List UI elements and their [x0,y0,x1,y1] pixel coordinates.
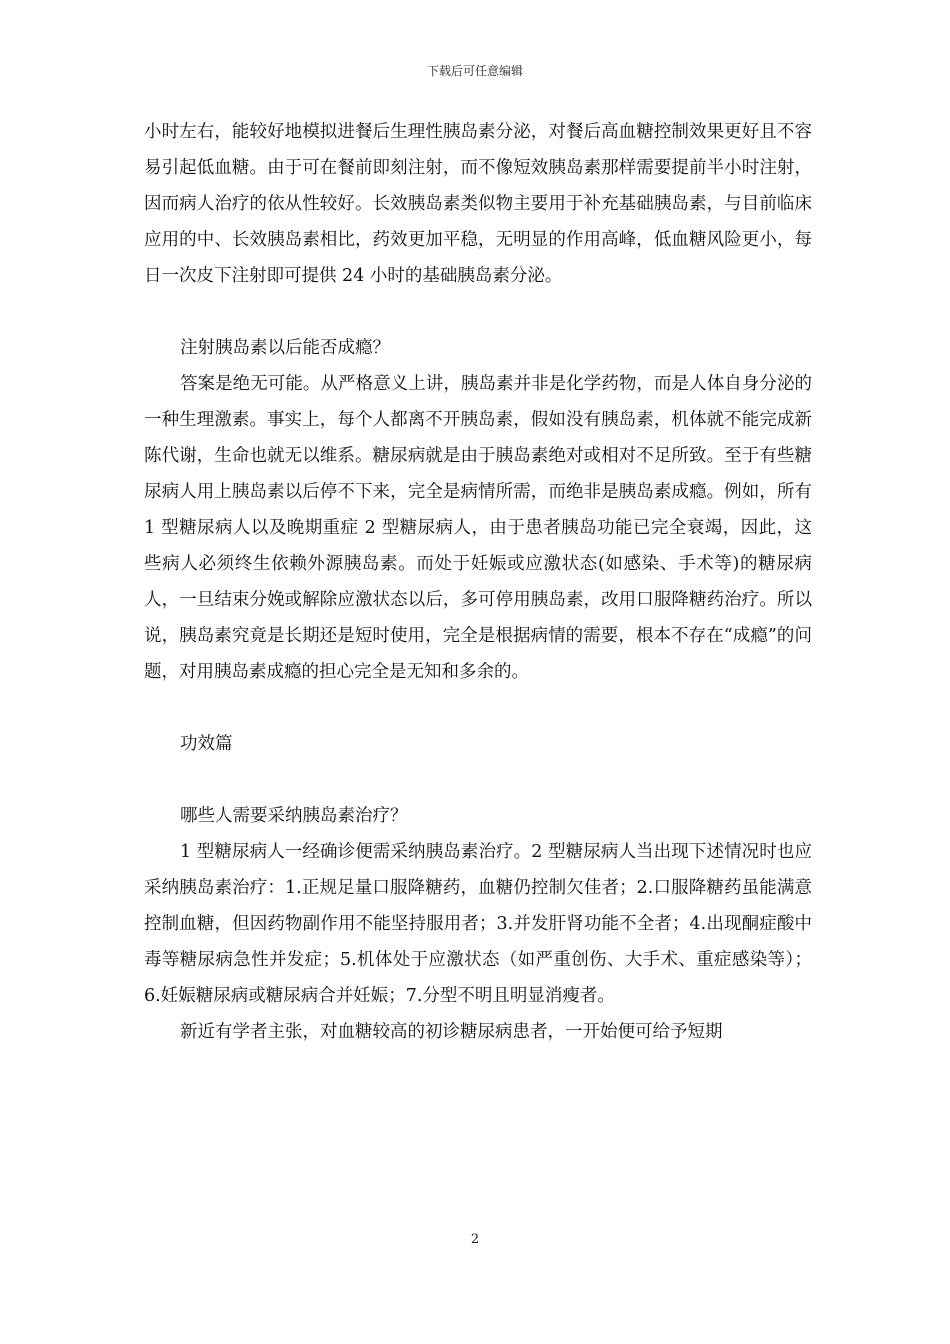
page-number: 2 [470,1232,480,1247]
section-heading-efficacy: 功效篇 [180,734,233,754]
page-header: 下载后可任意编辑 [426,64,523,78]
paragraph-addiction-answer: 答案是绝无可能。从严格意义上讲，胰岛素并非是化学药物，而是人体自身分泌的一种生理激素。事实上，每个人都离不开胰岛素，假如没有胰岛素，机体就不能完成新陈代谢，生命也就无以维系。糖尿病就是由于胰岛素绝对或相对不足所致。至于有些糖尿病人用上胰岛素以后停不下来，完全是病情所需，而绝非是胰岛素成瘾。例如，所有 1 型糖尿病人以及晚期重症 2 型糖尿病人，由于患者胰岛功能已完全衰竭，因此，这些病人必须终生依赖外源胰岛素。而处于妊娠或应激状态(如感染、手术等)的糖尿病人，一旦结束分娩或解除应激状态以后，多可停用胰岛素，改用口服降糖药治疗。所以说，胰岛素究竟是长期还是短时使用，完全是根据病情的需要，根本不存在“成瘾”的问题，对用胰岛素成瘾的担心完全是无知和多余的。 [144,374,812,682]
question-heading-who-needs: 哪些人需要采纳胰岛素治疗？ [180,806,408,826]
paragraph-rapid-analog: 小时左右，能较好地模拟进餐后生理性胰岛素分泌，对餐后高血糖控制效果更好且不容易引起低血糖。由于可在餐前即刻注射，而不像短效胰岛素那样需要提前半小时注射，因而病人治疗的依从性较好。长效胰岛素类似物主要用于补充基础胰岛素，与目前临床应用的中、长效胰岛素相比，药效更加平稳，无明显的作用高峰，低血糖风险更小，每日一次皮下注射即可提供 24 小时的基础胰岛素分泌。 [144,122,812,286]
paragraph-new-scholars: 新近有学者主张，对血糖较高的初诊糖尿病患者，一开始便可给予短期 [180,1022,723,1042]
spacer [144,690,812,726]
spacer [144,294,812,330]
spacer [144,762,812,798]
paragraph-indications: 1 型糖尿病人一经确诊便需采纳胰岛素治疗。2 型糖尿病人当出现下述情况时也应采纳胰岛素治疗：1.正规足量口服降糖药，血糖仍控制欠佳者；2.口服降糖药虽能满意控制血糖，但因药物副作用不能坚持服用者；3.并发肝肾功能不全者；4.出现酮症酸中毒等糖尿病急性并发症；5.机体处于应激状态（如严重创伤、大手术、重症感染等）；6.妊娠糖尿病或糖尿病合并妊娠；7.分型不明且明显消瘦者。 [144,842,812,1006]
document-body [144,114,812,1050]
question-heading-addiction: 注射胰岛素以后能否成瘾？ [180,338,390,358]
